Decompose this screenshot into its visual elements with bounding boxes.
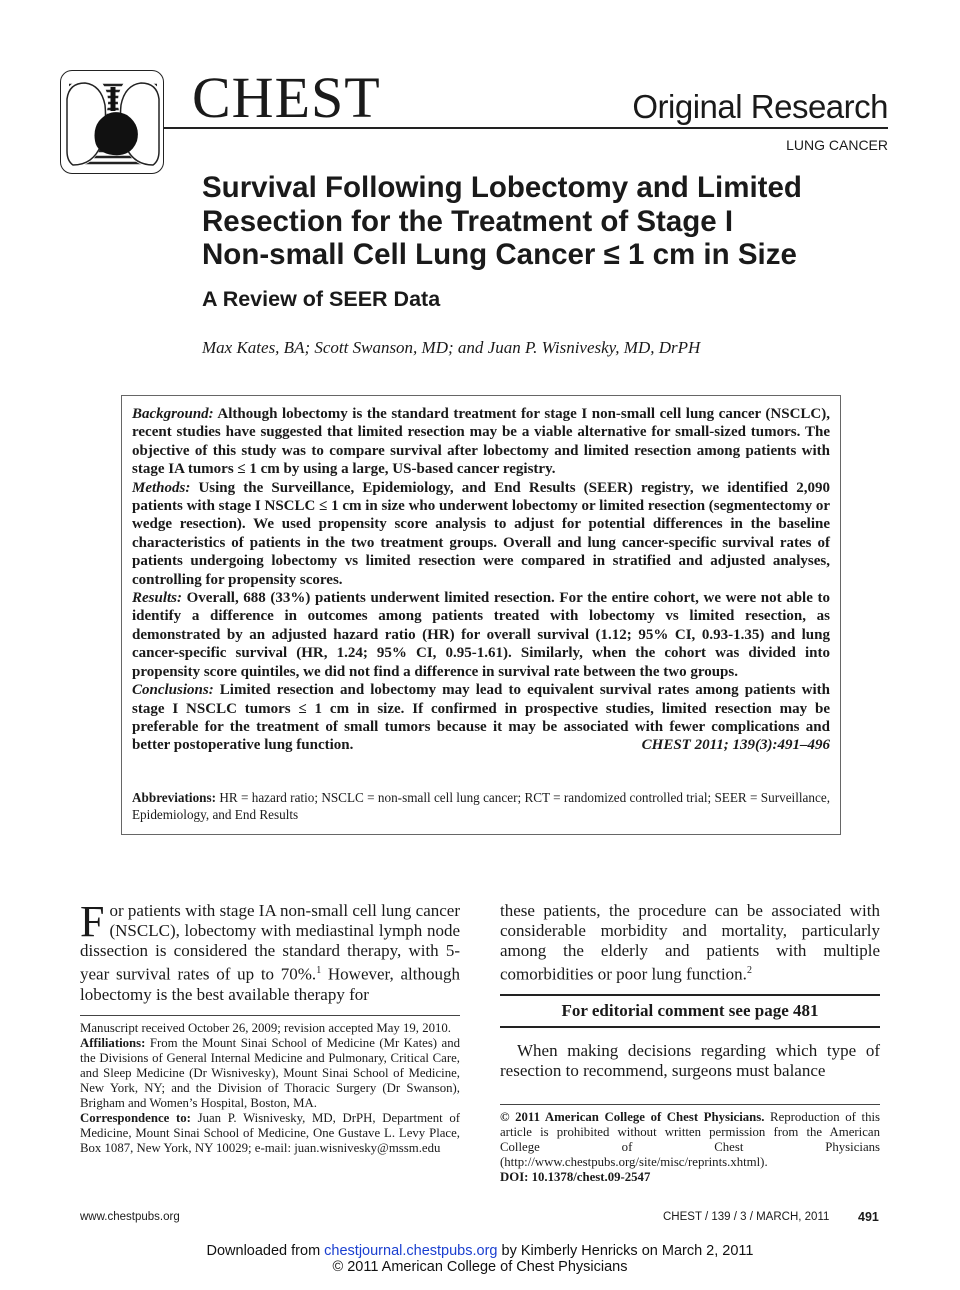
abstract-methods: Methods: Using the Surveillance, Epidemiology, and End Results (SEER) registry, we identified 2,090 patients with stage I NSCLC ≤ 1 cm in size who underwent lobectomy or limited resection (segmentectomy or wedge resection). We used propensity score analysis to adjust for potential differences in the baseline characteristics of patients in the two treatment groups. Overall and lung cancer-specific survival rates of patients undergoing lobectomy vs limited resection were compared in stratified and adjusted analyses, controlling for propensity scores. — [132, 479, 830, 588]
footnotes-right — [500, 1110, 880, 1185]
footer-issue: CHEST / 139 / 3 / MARCH, 2011 — [663, 1211, 830, 1223]
manuscript-received: Manuscript received October 26, 2009; revision accepted May 19, 2010. — [80, 1021, 451, 1035]
drop-cap: F — [80, 897, 105, 946]
doi: DOI: 10.1378/chest.09-2547 — [500, 1170, 651, 1184]
journal-name: CHEST — [192, 65, 381, 130]
reference-marker[interactable]: 1 — [316, 965, 322, 976]
abstract-conclusions: Conclusions: Limited resection and lobectomy may lead to equivalent survival rates among patients with stage I NSCLC tumors ≤ 1 cm in size. If confirmed in prospective studies, limited resection may be preferable for the treatment of small tumors because it may be associated with fewer complications and better postoperative lung function. CHEST 2011; 139(3):491–496 — [132, 682, 830, 754]
reference-marker[interactable]: 2 — [746, 965, 752, 976]
footnote-divider — [500, 1104, 880, 1105]
lungs-logo-icon — [61, 71, 164, 174]
correspondence: Correspondence to: Juan P. Wisnivesky, MD, DrPH, Department of Medicine, Mount Sinai School of Medicine, One Gustave L. Levy Place, Box 1087, New York, NY 10029; e-mail: juan.wisnivesky@mssm.edu — [80, 1111, 460, 1155]
abstract-label: Methods: — [132, 479, 191, 496]
footnotes-left — [80, 1021, 460, 1156]
copyright-line: © 2011 American College of Chest Physicians — [332, 1259, 628, 1275]
author-list: Max Kates, BA; Scott Swanson, MD; and Juan P. Wisnivesky, MD, DrPH — [202, 338, 701, 357]
article-title — [202, 171, 882, 272]
title-line: Non-small Cell Lung Cancer ≤ 1 cm in Size — [202, 238, 797, 271]
abstract-label: Conclusions: — [132, 682, 214, 699]
page-number: 491 — [858, 1210, 879, 1224]
editorial-comment-box: For editorial comment see page 481 — [500, 994, 880, 1028]
abstract-label: Results: — [132, 590, 183, 607]
footnote-divider — [80, 1015, 460, 1016]
copyright-notice: © 2011 American College of Chest Physicians. Reproduction of this article is prohibited without written permission from the American College of Chest Physicians (http://www.chestpubs.org/site/misc/reprints.xhtml). — [500, 1110, 881, 1169]
abstract-text — [132, 405, 830, 755]
citation: CHEST 2011; 139(3):491–496 — [641, 737, 830, 754]
header-divider — [164, 127, 888, 129]
title-line: Survival Following Lobectomy and Limited — [202, 171, 802, 204]
abstract-box — [121, 395, 841, 835]
body-column-right-continued: When making decisions regarding which type of resection to recommend, surgeons must balance — [500, 1041, 880, 1080]
article-subtitle: A Review of SEER Data — [202, 287, 441, 311]
title-line: Resection for the Treatment of Stage I — [202, 204, 734, 238]
abstract-results: Results: Overall, 688 (33%) patients underwent limited resection. For the entire cohort, we were not able to identify a difference in outcomes among patients treated with lobectomy vs limited resection, as demonstrated by an adjusted hazard ratio (HR) for overall survival (1.12; 95% CI, 0.93-1.35) and lung cancer-specific survival (HR, 1.24; 95% CI, 0.95-1.61). Similarly, when the cohort was divided into propensity score quintiles, we did not find a difference in survival rate between the two groups. — [132, 590, 830, 680]
abbreviations: Abbreviations: HR = hazard ratio; NSCLC = non-small cell lung cancer; RCT = randomized controlled trial; SEER = Surveillance, Epidemiology, and End Results — [132, 790, 830, 822]
article-type: Original Research — [632, 88, 888, 125]
download-link[interactable]: chestjournal.chestpubs.org — [324, 1243, 498, 1259]
footer-url[interactable]: www.chestpubs.org — [80, 1211, 180, 1223]
section-label: LUNG CANCER — [786, 137, 888, 153]
body-column-left: For patients with stage IA non-small cell lung cancer (NSCLC), lobectomy with mediastinal lymph node dissection is considered the standard therapy, with 5-year survival rates of up to 70%.$^1$ However, although lobectomy is the best available therapy for — [80, 897, 460, 1004]
abstract-background: Background: Although lobectomy is the standard treatment for stage I non-small cell lung cancer (NSCLC), recent studies have suggested that limited resection may be a viable alternative for small-sized tumors. The objective of this study was to compare survival after lobectomy and limited resection among patients with stage IA tumors ≤ 1 cm by using a large, US-based cancer registry. — [132, 406, 830, 478]
journal-logo — [60, 70, 164, 174]
abbreviations-label: Abbreviations: — [132, 790, 217, 805]
abstract-label: Background: — [132, 406, 214, 422]
affiliations: Affiliations: From the Mount Sinai School of Medicine (Mr Kates) and the Divisions of General Internal Medicine and Pulmonary, Critical Care, and Sleep Medicine (Dr Wisnivesky), Mount Sinai School of Medicine, New York, NY; and the Division of Thoracic Surgery (Dr Swanson), Brigham and Women’s Hospital, Boston, MA. — [80, 1036, 460, 1110]
body-column-right: these patients, the procedure can be associated with considerable morbidity and mortality, particularly among the elderly and patients with multiple comorbidities or poor lung function.$^2$ — [500, 901, 880, 984]
download-notice: Downloaded from chestjournal.chestpubs.org by Kimberly Henricks on March 2, 2011 — [206, 1243, 754, 1259]
